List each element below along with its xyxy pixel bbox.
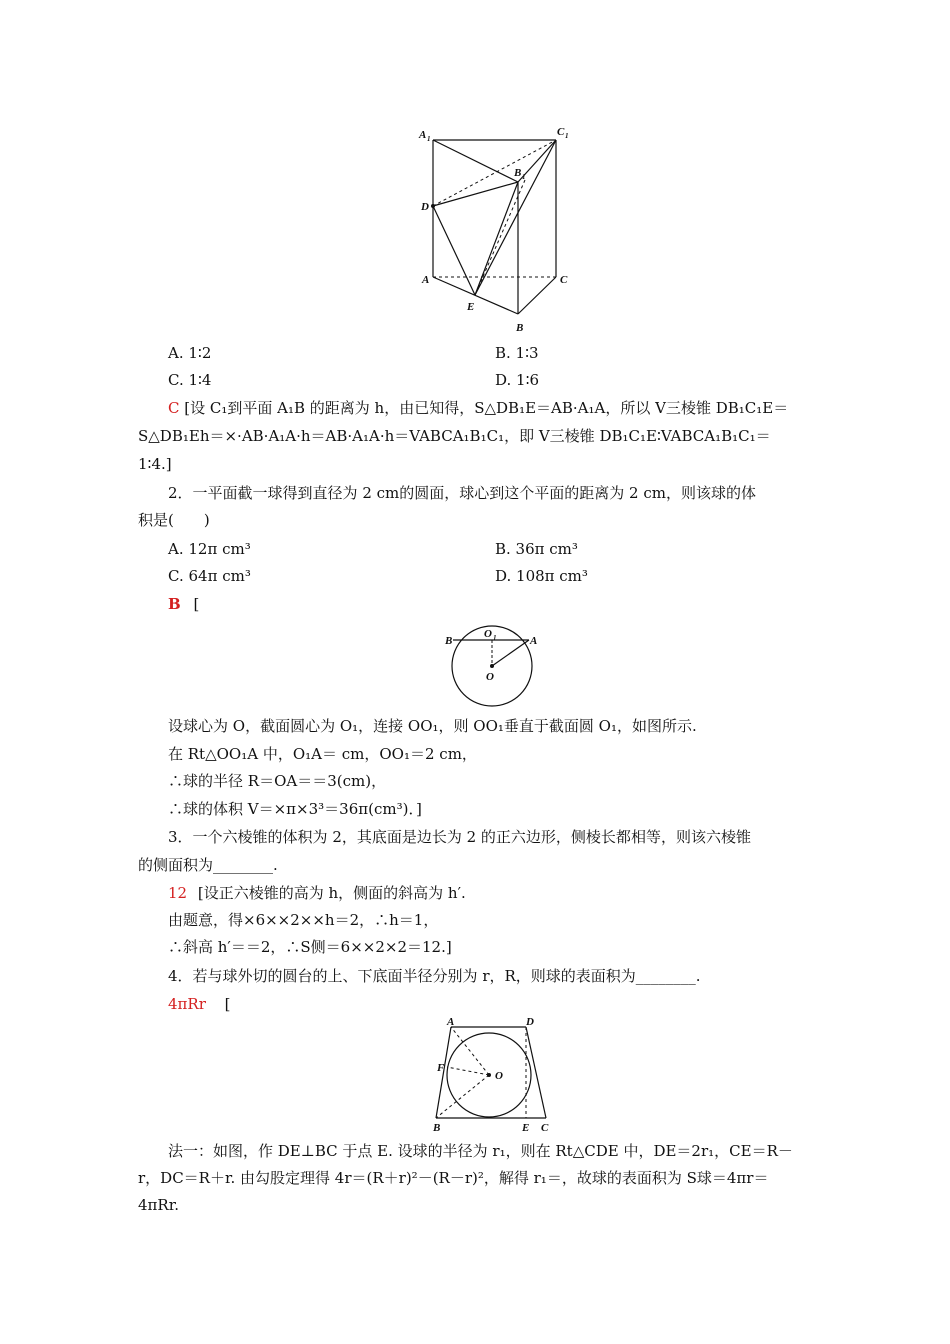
q4-solution-line2: r，DC＝R＋r. 由勾股定理得 4r＝(R＋r)²－(R－r)²，解得 r₁＝，故球的表面积为 S球＝4πr＝ xyxy=(138,1169,769,1187)
q1-option-c: C. 1∶4 xyxy=(168,371,212,389)
label-C: C xyxy=(541,1122,549,1134)
q3-solution-line2: 由题意，得×6××2××h＝2，∴h＝1， xyxy=(168,911,439,929)
q3-solution-line3: ∴斜高 h′＝＝2，∴S侧＝6××2×2＝12.] xyxy=(168,938,452,956)
label-A: A xyxy=(530,635,538,647)
label-O: O xyxy=(495,1070,503,1082)
q1-solution-line3: 1∶4.] xyxy=(138,455,172,473)
q2-answer: B xyxy=(168,595,181,613)
q2-option-d: D. 108π cm³ xyxy=(495,567,588,585)
label-A: A xyxy=(447,1016,455,1028)
q2-stem-line1: 2．一平面截一球得到直径为 2 cm的圆面，球心到这个平面的距离为 2 cm，则该球的体 xyxy=(168,484,756,502)
q4-solution-line1: 法一：如图，作 DE⊥BC 于点 E. 设球的半径为 r₁，则在 Rt△CDE 中，DE＝2r₁，CE＝R－ xyxy=(168,1142,793,1160)
q4-answer: 4πRr xyxy=(168,995,206,1013)
q3-answer: 12 xyxy=(168,884,188,902)
q3-stem-line1: 3．一个六棱锥的体积为 2，其底面是边长为 2 的正六边形，侧棱长都相等，则该六棱锥 xyxy=(168,828,751,846)
label-C1: C xyxy=(557,126,565,138)
q4-stem: 4．若与球外切的圆台的上、下底面半径分别为 r，R，则球的表面积为________. xyxy=(168,967,701,985)
q1-solution-line1 xyxy=(168,398,788,418)
q2-solution-line2: 在 Rt△OO₁A 中，O₁A＝ cm，OO₁＝2 cm， xyxy=(168,745,477,763)
q3-solution-line1 xyxy=(168,883,466,903)
label-D: D xyxy=(526,1016,534,1028)
q1-option-d: D. 1∶6 xyxy=(495,371,540,389)
sphere-figure xyxy=(440,625,550,710)
label-A: A xyxy=(422,274,430,286)
q3-stem-line2: 的侧面积为________. xyxy=(138,856,278,874)
q1-option-b: B. 1∶3 xyxy=(495,344,539,362)
label-A1: A xyxy=(419,129,427,141)
label-C: C xyxy=(560,274,568,286)
q2-solution-line4: ∴球的体积 V＝×π×3³＝36π(cm³)．] xyxy=(168,800,422,818)
q1-option-a: A. 1∶2 xyxy=(168,344,212,362)
q4-answer-line xyxy=(168,994,231,1014)
q1-solution-line2: S△DB₁Eh＝×·AB·A₁A·h＝AB·A₁A·h＝VABCA₁B₁C₁，即 V三棱锥 DB₁C₁E∶VABCA₁B₁C₁＝ xyxy=(138,427,771,445)
label-O: O xyxy=(486,671,494,683)
q1-solution-text1: [设 C₁到平面 A₁B 的距离为 h，由已知得，S△DB₁E＝AB·A₁A，所以 V三棱锥 DB₁C₁E＝ xyxy=(184,399,789,417)
label-E: E xyxy=(522,1122,530,1134)
frustum-figure xyxy=(425,1015,565,1135)
label-O1-sub: 1 xyxy=(493,634,497,642)
label-A1-sub: 1 xyxy=(427,135,431,143)
label-B: B xyxy=(433,1122,441,1134)
q2-solution-line3: ∴球的半径 R＝OA＝＝3(cm)， xyxy=(168,772,387,790)
label-B1-sub: 1 xyxy=(522,173,526,181)
label-D: D xyxy=(421,201,429,213)
q2-option-a: A. 12π cm³ xyxy=(168,540,251,558)
label-F: F xyxy=(437,1062,445,1074)
q2-option-c: C. 64π cm³ xyxy=(168,567,251,585)
label-B: B xyxy=(516,322,524,334)
q3-solution-text1: [设正六棱锥的高为 h，侧面的斜高为 h′. xyxy=(197,884,466,902)
q2-answer-bracket: [ xyxy=(193,595,200,613)
label-O1: O xyxy=(484,628,492,640)
q2-option-b: B. 36π cm³ xyxy=(495,540,578,558)
label-C1-sub: 1 xyxy=(565,132,569,140)
q2-answer-line xyxy=(168,594,199,614)
q2-solution-line1: 设球心为 O，截面圆心为 O₁，连接 OO₁，则 OO₁垂直于截面圆 O₁，如图所示. xyxy=(168,717,697,735)
q1-answer: C xyxy=(168,399,180,417)
q4-solution-line3: 4πRr. xyxy=(138,1196,179,1214)
label-E: E xyxy=(467,301,475,313)
prism-figure xyxy=(410,120,580,340)
q2-stem-line2: 积是( ) xyxy=(138,511,210,529)
label-B1: B xyxy=(514,167,522,179)
q4-answer-bracket: [ xyxy=(224,995,231,1013)
label-B: B xyxy=(445,635,453,647)
